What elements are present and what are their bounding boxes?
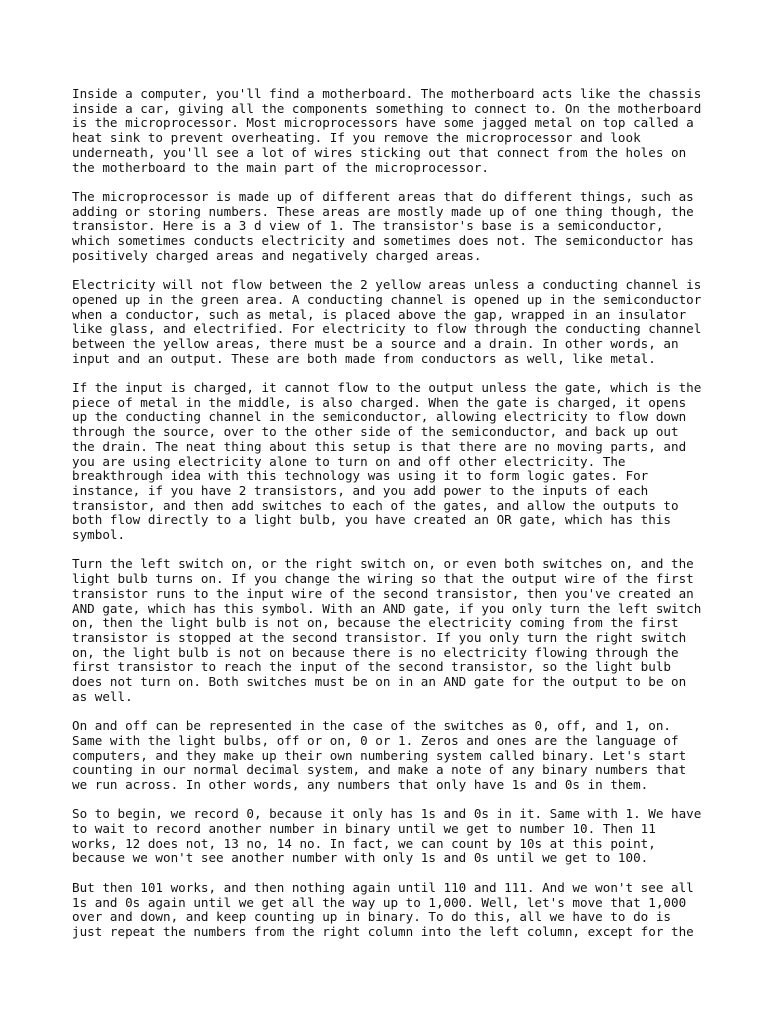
paragraph-counting-binary: So to begin, we record 0, because it only has 1s and 0s in it. Same with 1. We have to wait to record another number in binary until we get to number 10. Then 11 works, 12 does not, 13 no, 14 no. In fact, we can count by 10s at this point, because we won't see another number with only 1s and 0s until we get to 100. [72, 806, 702, 866]
paragraph-motherboard: Inside a computer, you'll find a motherboard. The motherboard acts like the chassis inside a car, giving all the components something to connect to. On the motherboard is the microprocessor. Most microprocessors have some jagged metal on top called a heat sink to prevent overheating. If you remove the microprocessor and look underneath, you'll see a lot of wires sticking out that connect from the holes on the motherboard to the main part of the microprocessor. [72, 86, 702, 175]
paragraph-conducting-channel: Electricity will not flow between the 2 yellow areas unless a conducting channel is opened up in the green area. A conducting channel is opened up in the semiconductor when a conductor, such as metal, is placed above the gap, wrapped in an insulator like glass, and electrified. For electricity to flow through the conducting channel between the yellow areas, there must be a source and a drain. In other words, an input and an output. These are both made from conductors as well, like metal. [72, 277, 702, 366]
paragraph-microprocessor: The microprocessor is made up of different areas that do different things, such as adding or storing numbers. These areas are mostly made up of one thing though, the transistor. Here is a 3 d view of 1. The transistor's base is a semiconductor, which sometimes conducts electricity and sometimes does not. The semiconductor has positively charged areas and negatively charged areas. [72, 188, 694, 263]
paragraph-binary-intro: On and off can be represented in the case of the switches as 0, off, and 1, on. Same with the light bulbs, off or on, 0 or 1. Zeros and ones are the language of computers, and they make up their own numbering system called binary. Let's start counting in our normal decimal system, and make a note of any binary numbers that we run across. In other words, any numbers that only have 1s and 0s in them. [72, 718, 687, 792]
paragraph-and-gate: Turn the left switch on, or the right switch on, or even both switches on, and the light bulb turns on. If you change the wiring so that the output wire of the first transistor runs to the input wire of the second transistor, then you've created an AND gate, which has this symbol. With an AND gate, if you only turn the left switch on, then the light bulb is not on, because the electricity coming from the first transistor is stopped at the second transistor. If you only turn the right switch on, the light bulb is not on because there is no electricity flowing through the first transistor to reach the input of the second transistor, so the light bulb does not turn on. Both switches must be on in an AND gate for the output to be on as well. [72, 556, 702, 704]
paragraph-gate-charge: If the input is charged, it cannot flow to the output unless the gate, which is the piece of metal in the middle, is also charged. When the gate is charged, it opens up the conducting channel in the semiconductor, allowing electricity to flow down through the source, over to the other side of the semiconductor, and back up out the drain. The neat thing about this setup is that there are no moving parts, and you are using electricity alone to turn on and off other electricity. The breakthrough idea with this technology was using it to form logic gates. For instance, if you have 2 transistors, and you add power to the inputs of each transistor, and then add switches to each of the gates, and allow the outputs to both flow directly to a light bulb, you have created an OR gate, which has this symbol. [72, 380, 702, 543]
document-page [72, 87, 712, 954]
paragraph-binary-continued: But then 101 works, and then nothing again until 110 and 111. And we won't see all 1s and 0s again until we get all the way up to 1,000. Well, let's move that 1,000 over and down, and keep counting up in binary. To do this, all we have to do is just repeat the numbers from the right column into the left column, except for the [72, 879, 694, 939]
